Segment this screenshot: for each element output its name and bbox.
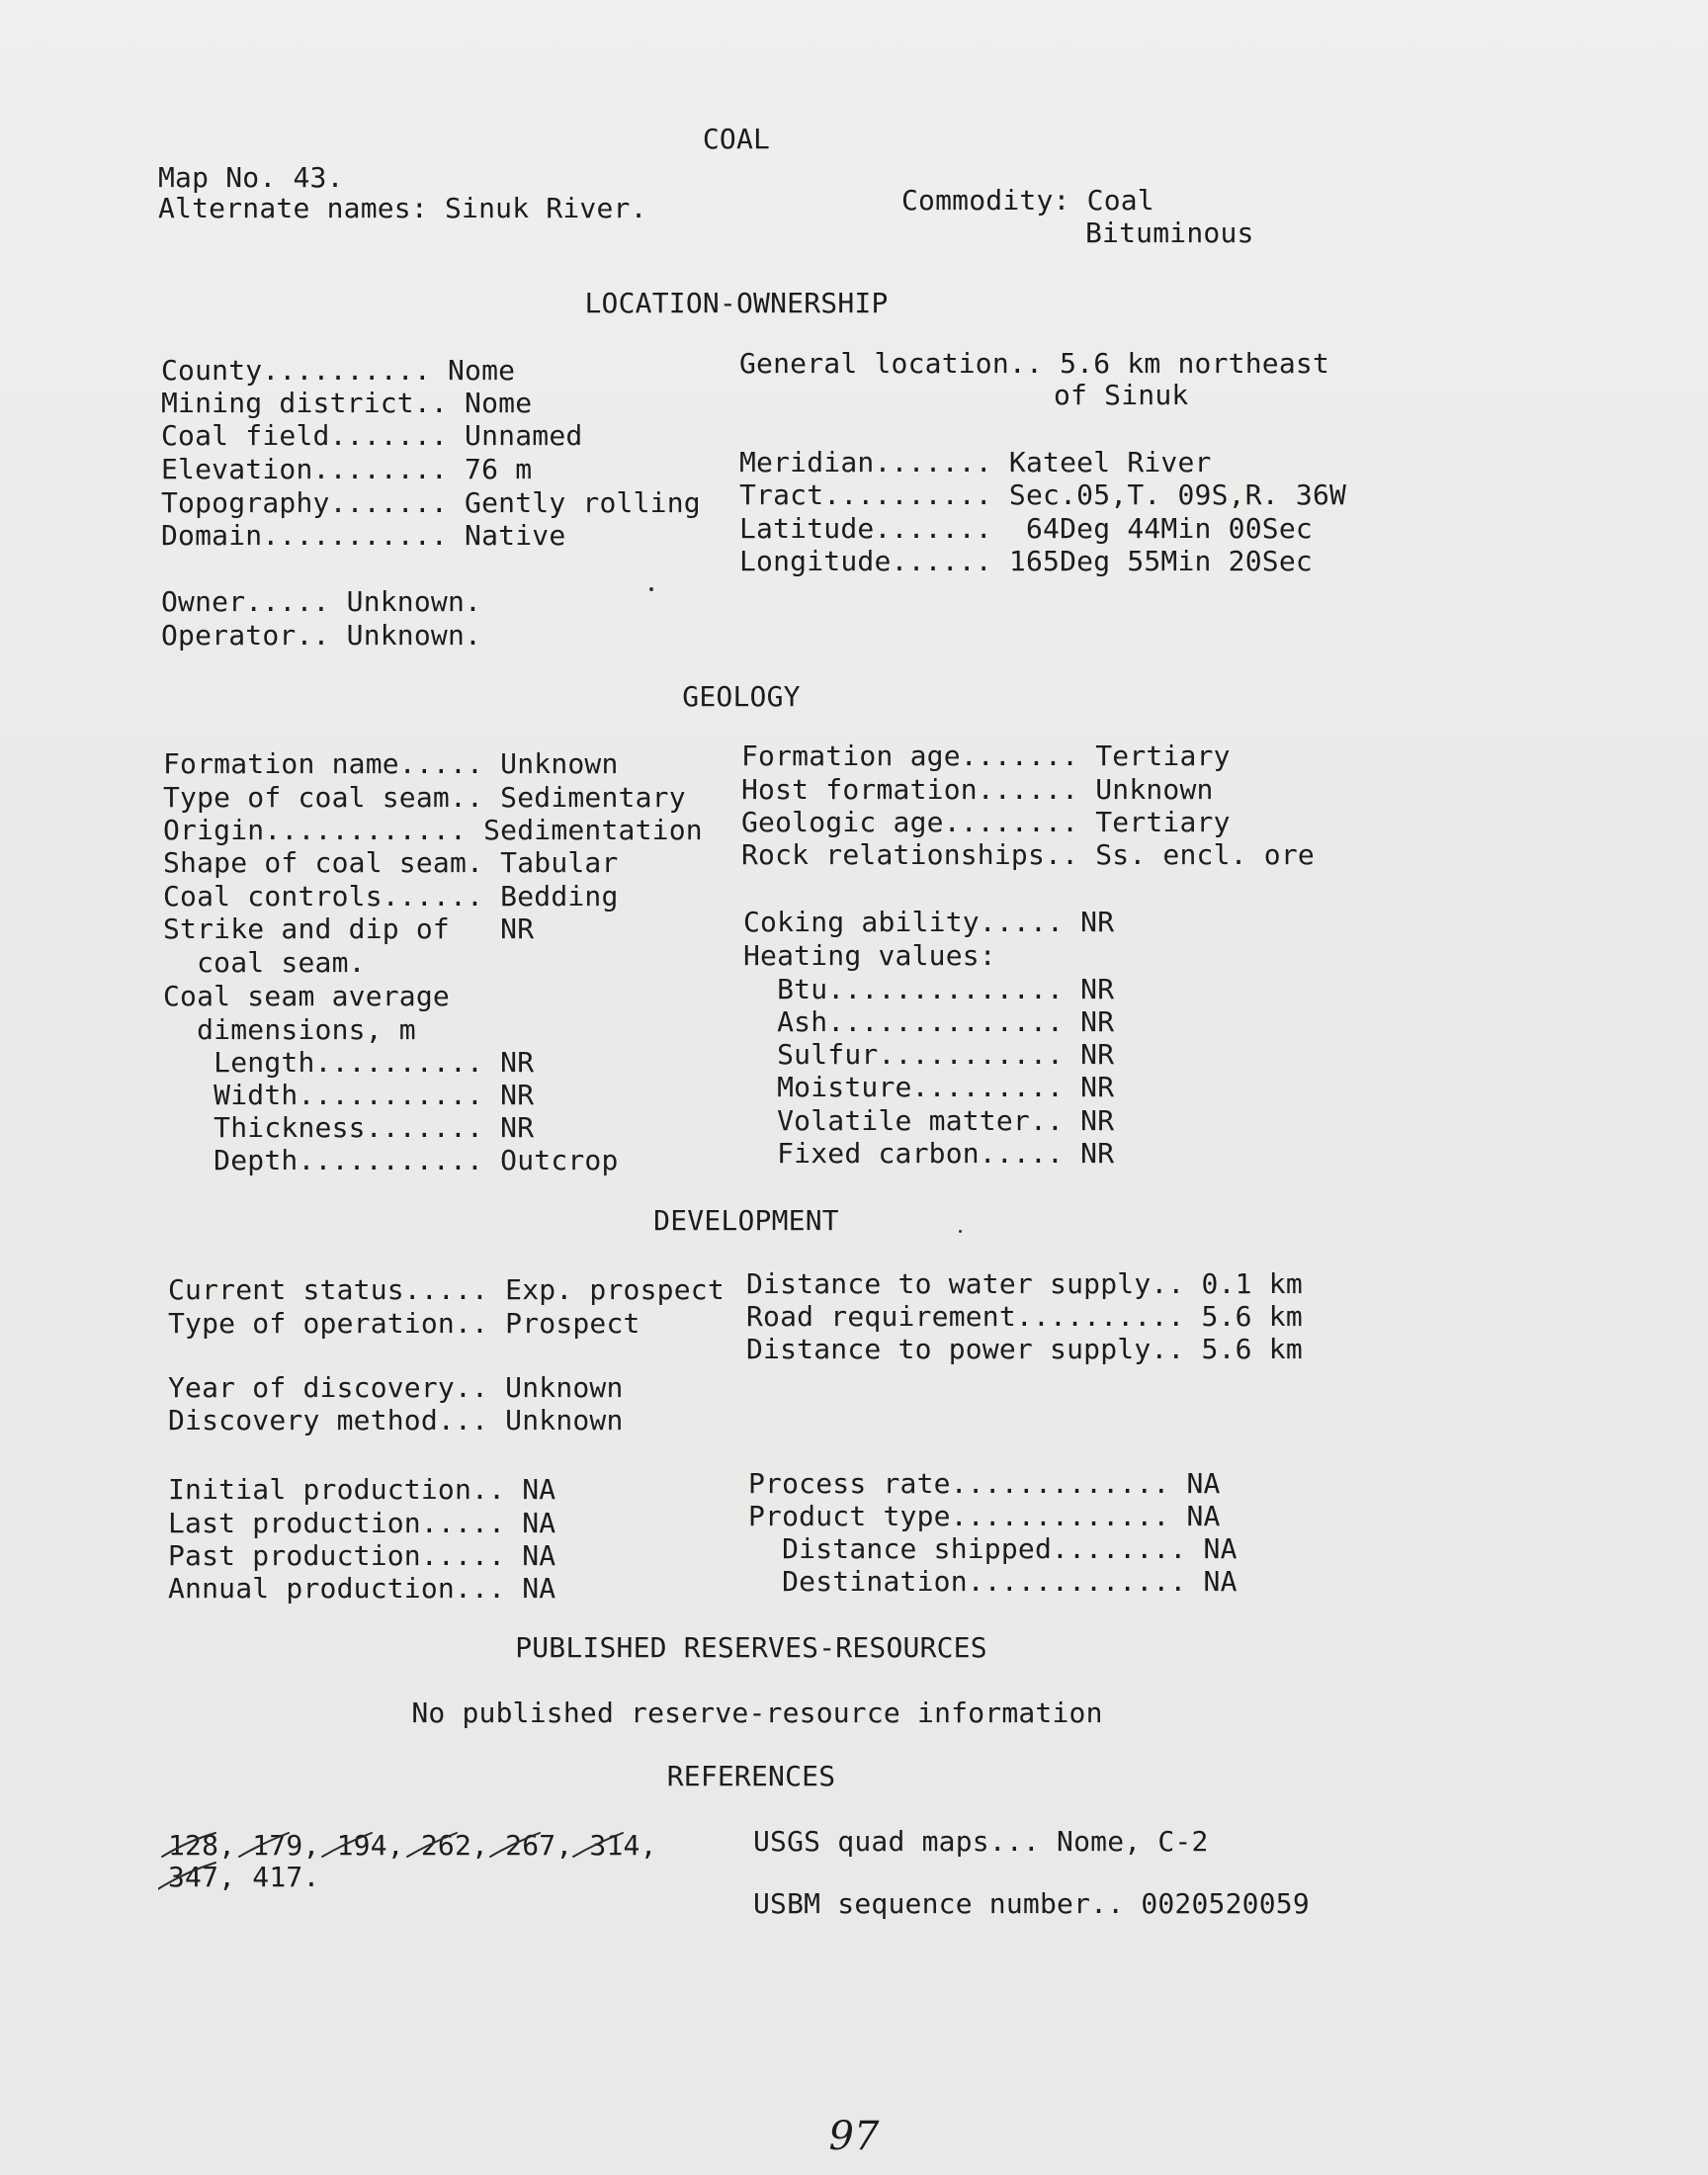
section-heading-development: DEVELOPMENT xyxy=(653,1204,839,1237)
field-row: Topography....... Gently rolling xyxy=(161,486,701,519)
field-row: Tract.......... Sec.05,T. 09S,R. 36W xyxy=(739,478,1347,511)
field-row: Destination............. NA xyxy=(748,1565,1238,1598)
field-row: Ash.............. NR xyxy=(743,1005,1115,1038)
reference-line-2: 347, 417. xyxy=(168,1861,320,1893)
field-row: Product type............. NA xyxy=(748,1500,1221,1532)
field-row: Road requirement.......... 5.6 km xyxy=(746,1300,1303,1333)
field-row: coal seam. xyxy=(163,946,366,979)
usgs-quad-maps: USGS quad maps... Nome, C-2 xyxy=(753,1825,1209,1858)
field-row: Coal seam average xyxy=(163,980,450,1012)
scan-speck xyxy=(649,587,653,591)
commodity: Commodity: Coal xyxy=(901,184,1154,217)
field-row: Rock relationships.. Ss. encl. ore xyxy=(741,838,1315,871)
field-row: Distance shipped........ NA xyxy=(748,1532,1238,1565)
field-row: Geologic age........ Tertiary xyxy=(741,806,1231,838)
general-location-cont: of Sinuk xyxy=(1054,379,1189,411)
field-row: Distance to water supply.. 0.1 km xyxy=(746,1267,1303,1300)
field-row: Longitude...... 165Deg 55Min 20Sec xyxy=(739,545,1313,577)
field-row: Meridian....... Kateel River xyxy=(739,446,1212,478)
field-row: Formation name..... Unknown xyxy=(163,747,619,780)
field-row: Length.......... NR xyxy=(163,1046,535,1079)
field-row: dimensions, m xyxy=(163,1013,416,1046)
field-row: Annual production... NA xyxy=(168,1572,556,1605)
field-row: Past production..... NA xyxy=(168,1539,556,1572)
field-row: Sulfur........... NR xyxy=(743,1038,1115,1071)
field-row: Coal controls...... Bedding xyxy=(163,880,619,913)
field-row: Btu.............. NR xyxy=(743,973,1115,1005)
field-row: Type of operation.. Prospect xyxy=(168,1307,640,1340)
field-row: Current status..... Exp. prospect xyxy=(168,1273,725,1306)
field-row: Shape of coal seam. Tabular xyxy=(163,846,619,879)
usbm-sequence-number: USBM sequence number.. 0020520059 xyxy=(753,1887,1310,1920)
reserves-text: No published reserve-resource information xyxy=(411,1696,1103,1729)
commodity-type: Bituminous xyxy=(1085,217,1254,249)
field-row: Last production..... NA xyxy=(168,1507,556,1539)
field-row: Fixed carbon..... NR xyxy=(743,1137,1115,1170)
field-row: Coal field....... Unnamed xyxy=(161,419,583,452)
field-row: Width........... NR xyxy=(163,1079,535,1111)
handwritten-strikethrough-marks xyxy=(158,1821,672,1900)
field-row: Discovery method... Unknown xyxy=(168,1404,624,1436)
section-heading-geology: GEOLOGY xyxy=(682,680,801,713)
field-row: Formation age....... Tertiary xyxy=(741,740,1231,772)
field-row: Process rate............. NA xyxy=(748,1467,1221,1500)
reference-numbers xyxy=(158,1821,672,1900)
page-number: 97 xyxy=(828,2114,880,2159)
field-row: Strike and dip of NR xyxy=(163,913,535,945)
owner: Owner..... Unknown. xyxy=(161,585,482,618)
field-row: Domain........... Native xyxy=(161,519,566,552)
document-title: COAL xyxy=(702,123,771,155)
field-row: Elevation........ 76 m xyxy=(161,453,533,485)
field-row: Thickness....... NR xyxy=(163,1111,535,1144)
alternate-names: Alternate names: Sinuk River. xyxy=(158,192,647,224)
general-location: General location.. 5.6 km northeast xyxy=(739,347,1330,380)
field-row: Distance to power supply.. 5.6 km xyxy=(746,1333,1303,1365)
field-row: Mining district.. Nome xyxy=(161,387,533,419)
field-row: Host formation...... Unknown xyxy=(741,773,1214,806)
scan-speck xyxy=(959,1230,962,1233)
field-row: Initial production.. NA xyxy=(168,1473,556,1506)
field-row: Origin............ Sedimentation xyxy=(163,814,703,846)
field-row: Type of coal seam.. Sedimentary xyxy=(163,781,686,814)
field-row: Year of discovery.. Unknown xyxy=(168,1371,624,1404)
section-heading-references: REFERENCES xyxy=(666,1760,836,1792)
field-row: Coking ability..... NR xyxy=(743,906,1115,938)
section-heading-reserves: PUBLISHED RESERVES-RESOURCES xyxy=(515,1631,987,1664)
field-row: Latitude....... 64Deg 44Min 00Sec xyxy=(739,512,1313,545)
field-row: Heating values: xyxy=(743,939,996,972)
field-row: Depth........... Outcrop xyxy=(163,1144,619,1176)
section-heading-location: LOCATION-OWNERSHIP xyxy=(584,287,889,319)
operator: Operator.. Unknown. xyxy=(161,619,482,652)
map-number: Map No. 43. xyxy=(158,161,344,194)
reference-line-1: 128, 179, 194, 262, 267, 314, xyxy=(168,1829,657,1862)
field-row: County.......... Nome xyxy=(161,354,516,387)
field-row: Moisture......... NR xyxy=(743,1071,1115,1103)
field-row: Volatile matter.. NR xyxy=(743,1104,1115,1137)
